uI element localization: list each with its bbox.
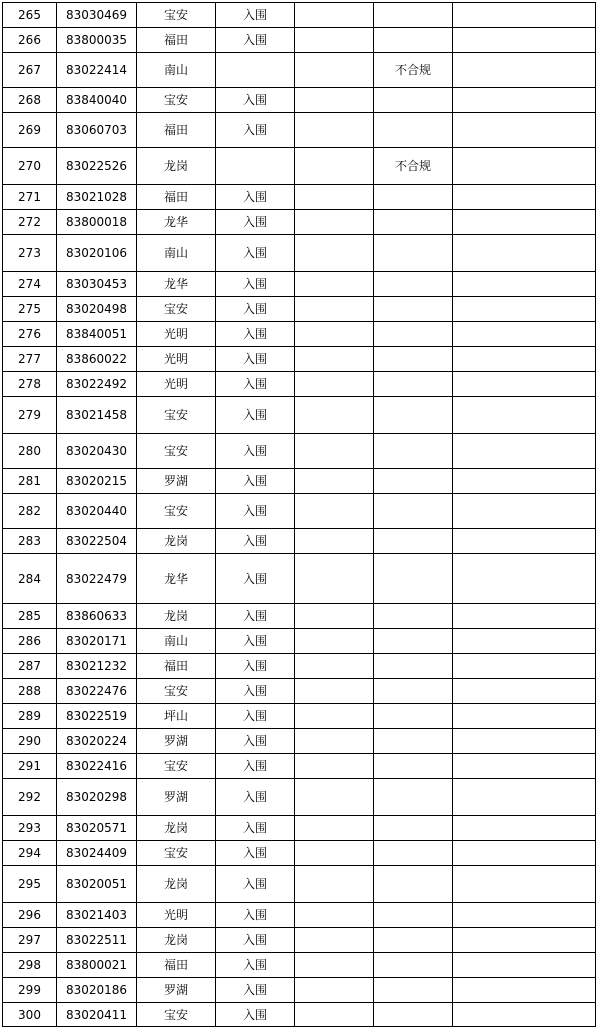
row-number: 277 (3, 347, 57, 372)
empty-cell (453, 434, 596, 469)
empty-cell (295, 185, 374, 210)
table-row (3, 28, 596, 53)
row-number: 269 (3, 113, 57, 148)
note-cell (374, 629, 453, 654)
empty-cell (453, 3, 596, 28)
table-row (3, 754, 596, 779)
code-cell: 83022511 (57, 928, 137, 953)
table-row (3, 654, 596, 679)
result-cell: 入围 (216, 729, 295, 754)
row-number: 282 (3, 494, 57, 529)
code-cell: 83800018 (57, 210, 137, 235)
district-cell: 宝安 (137, 434, 216, 469)
district-cell: 罗湖 (137, 469, 216, 494)
empty-cell (295, 53, 374, 88)
empty-cell (453, 297, 596, 322)
note-cell (374, 372, 453, 397)
note-cell (374, 494, 453, 529)
result-cell: 入围 (216, 372, 295, 397)
code-cell: 83021232 (57, 654, 137, 679)
table-row (3, 928, 596, 953)
district-cell: 宝安 (137, 1003, 216, 1027)
empty-cell (295, 928, 374, 953)
row-number: 278 (3, 372, 57, 397)
note-cell (374, 928, 453, 953)
empty-cell (453, 866, 596, 903)
note-cell (374, 604, 453, 629)
result-cell: 入围 (216, 704, 295, 729)
note-cell (374, 347, 453, 372)
district-cell: 南山 (137, 235, 216, 272)
row-number: 272 (3, 210, 57, 235)
note-cell (374, 322, 453, 347)
code-cell: 83030453 (57, 272, 137, 297)
result-cell: 入围 (216, 841, 295, 866)
empty-cell (453, 554, 596, 604)
table-row (3, 272, 596, 297)
empty-cell (453, 754, 596, 779)
district-cell: 南山 (137, 53, 216, 88)
row-number: 292 (3, 779, 57, 816)
empty-cell (295, 629, 374, 654)
row-number: 293 (3, 816, 57, 841)
result-cell: 入围 (216, 88, 295, 113)
empty-cell (453, 529, 596, 554)
empty-cell (453, 88, 596, 113)
table-row (3, 554, 596, 604)
result-cell: 入围 (216, 779, 295, 816)
code-cell: 83020171 (57, 629, 137, 654)
result-cell: 入围 (216, 953, 295, 978)
result-cell: 入围 (216, 3, 295, 28)
row-number: 297 (3, 928, 57, 953)
note-cell (374, 529, 453, 554)
empty-cell (453, 978, 596, 1003)
empty-cell (295, 729, 374, 754)
result-cell: 入围 (216, 113, 295, 148)
table-row (3, 841, 596, 866)
district-cell: 宝安 (137, 88, 216, 113)
empty-cell (295, 88, 374, 113)
district-cell: 龙华 (137, 210, 216, 235)
result-cell: 入围 (216, 1003, 295, 1027)
empty-cell (453, 53, 596, 88)
table-row (3, 88, 596, 113)
code-cell: 83020186 (57, 978, 137, 1003)
district-cell: 福田 (137, 953, 216, 978)
district-cell: 光明 (137, 372, 216, 397)
table-row (3, 866, 596, 903)
code-cell: 83020106 (57, 235, 137, 272)
note-cell (374, 866, 453, 903)
empty-cell (295, 28, 374, 53)
row-number: 284 (3, 554, 57, 604)
code-cell: 83800035 (57, 28, 137, 53)
code-cell: 83021403 (57, 903, 137, 928)
empty-cell (453, 113, 596, 148)
result-cell: 入围 (216, 28, 295, 53)
note-cell (374, 235, 453, 272)
empty-cell (295, 654, 374, 679)
empty-cell (453, 1003, 596, 1027)
table-row (3, 529, 596, 554)
row-number: 280 (3, 434, 57, 469)
row-number: 285 (3, 604, 57, 629)
district-cell: 宝安 (137, 494, 216, 529)
empty-cell (453, 654, 596, 679)
code-cell: 83022492 (57, 372, 137, 397)
row-number: 271 (3, 185, 57, 210)
note-cell (374, 654, 453, 679)
empty-cell (453, 816, 596, 841)
table-row (3, 729, 596, 754)
note-cell (374, 841, 453, 866)
table-row (3, 372, 596, 397)
note-cell (374, 469, 453, 494)
row-number: 283 (3, 529, 57, 554)
row-number: 298 (3, 953, 57, 978)
empty-cell (295, 704, 374, 729)
note-cell: 不合规 (374, 148, 453, 185)
result-cell: 入围 (216, 816, 295, 841)
table-row (3, 779, 596, 816)
district-cell: 龙岗 (137, 604, 216, 629)
result-cell: 入围 (216, 322, 295, 347)
empty-cell (453, 28, 596, 53)
result-cell: 入围 (216, 297, 295, 322)
code-cell: 83022479 (57, 554, 137, 604)
empty-cell (453, 372, 596, 397)
empty-cell (295, 554, 374, 604)
table-row (3, 469, 596, 494)
empty-cell (453, 322, 596, 347)
row-number: 276 (3, 322, 57, 347)
table-row (3, 53, 596, 88)
empty-cell (295, 866, 374, 903)
row-number: 281 (3, 469, 57, 494)
result-cell (216, 148, 295, 185)
result-cell: 入围 (216, 185, 295, 210)
table-row (3, 185, 596, 210)
note-cell (374, 113, 453, 148)
note-cell (374, 704, 453, 729)
district-cell: 福田 (137, 654, 216, 679)
code-cell: 83021458 (57, 397, 137, 434)
row-number: 274 (3, 272, 57, 297)
table-row (3, 978, 596, 1003)
empty-cell (295, 604, 374, 629)
district-cell: 罗湖 (137, 978, 216, 1003)
result-cell: 入围 (216, 629, 295, 654)
district-cell: 龙岗 (137, 148, 216, 185)
district-cell: 福田 (137, 28, 216, 53)
code-cell: 83024409 (57, 841, 137, 866)
result-cell: 入围 (216, 679, 295, 704)
empty-cell (295, 529, 374, 554)
row-number: 270 (3, 148, 57, 185)
result-cell: 入围 (216, 529, 295, 554)
result-cell: 入围 (216, 754, 295, 779)
result-cell: 入围 (216, 272, 295, 297)
empty-cell (295, 272, 374, 297)
code-cell: 83020571 (57, 816, 137, 841)
code-cell: 83022519 (57, 704, 137, 729)
note-cell (374, 1003, 453, 1027)
result-cell (216, 53, 295, 88)
district-cell: 龙岗 (137, 529, 216, 554)
district-cell: 罗湖 (137, 729, 216, 754)
empty-cell (453, 235, 596, 272)
row-number: 289 (3, 704, 57, 729)
district-cell: 福田 (137, 185, 216, 210)
empty-cell (295, 3, 374, 28)
code-cell: 83022414 (57, 53, 137, 88)
note-cell (374, 554, 453, 604)
empty-cell (295, 322, 374, 347)
empty-cell (295, 953, 374, 978)
row-number: 295 (3, 866, 57, 903)
empty-cell (453, 604, 596, 629)
note-cell (374, 297, 453, 322)
row-number: 299 (3, 978, 57, 1003)
table-row (3, 235, 596, 272)
code-cell: 83060703 (57, 113, 137, 148)
district-cell: 光明 (137, 347, 216, 372)
code-cell: 83020215 (57, 469, 137, 494)
row-number: 275 (3, 297, 57, 322)
note-cell (374, 816, 453, 841)
district-cell: 宝安 (137, 841, 216, 866)
empty-cell (453, 779, 596, 816)
code-cell: 83022416 (57, 754, 137, 779)
empty-cell (295, 903, 374, 928)
empty-cell (295, 679, 374, 704)
empty-cell (295, 113, 374, 148)
note-cell (374, 729, 453, 754)
empty-cell (453, 704, 596, 729)
table-row (3, 3, 596, 28)
empty-cell (295, 754, 374, 779)
district-cell: 宝安 (137, 679, 216, 704)
row-number: 286 (3, 629, 57, 654)
table-row (3, 704, 596, 729)
district-cell: 龙华 (137, 554, 216, 604)
empty-cell (453, 729, 596, 754)
code-cell: 83022526 (57, 148, 137, 185)
district-cell: 龙华 (137, 272, 216, 297)
code-cell: 83022476 (57, 679, 137, 704)
table-row (3, 1003, 596, 1027)
code-cell: 83020440 (57, 494, 137, 529)
empty-cell (453, 148, 596, 185)
empty-cell (295, 397, 374, 434)
row-number: 266 (3, 28, 57, 53)
empty-cell (453, 272, 596, 297)
table-row (3, 679, 596, 704)
empty-cell (453, 953, 596, 978)
note-cell (374, 272, 453, 297)
note-cell (374, 88, 453, 113)
table-row (3, 322, 596, 347)
empty-cell (453, 679, 596, 704)
table-row (3, 629, 596, 654)
result-cell: 入围 (216, 604, 295, 629)
result-cell: 入围 (216, 554, 295, 604)
empty-cell (295, 347, 374, 372)
note-cell (374, 210, 453, 235)
row-number: 290 (3, 729, 57, 754)
note-cell (374, 903, 453, 928)
empty-cell (453, 210, 596, 235)
result-cell: 入围 (216, 235, 295, 272)
code-cell: 83020298 (57, 779, 137, 816)
table-row (3, 816, 596, 841)
table-row (3, 604, 596, 629)
district-cell: 宝安 (137, 754, 216, 779)
result-cell: 入围 (216, 469, 295, 494)
row-number: 267 (3, 53, 57, 88)
row-number: 288 (3, 679, 57, 704)
empty-cell (295, 210, 374, 235)
code-cell: 83020051 (57, 866, 137, 903)
result-cell: 入围 (216, 978, 295, 1003)
empty-cell (295, 816, 374, 841)
result-cell: 入围 (216, 866, 295, 903)
note-cell (374, 779, 453, 816)
empty-cell (295, 978, 374, 1003)
note-cell (374, 3, 453, 28)
district-cell: 龙岗 (137, 928, 216, 953)
empty-cell (295, 372, 374, 397)
result-cell: 入围 (216, 494, 295, 529)
row-number: 296 (3, 903, 57, 928)
table-row (3, 113, 596, 148)
empty-cell (295, 841, 374, 866)
table-row (3, 297, 596, 322)
district-cell: 宝安 (137, 297, 216, 322)
note-cell (374, 978, 453, 1003)
table-body (3, 3, 596, 1027)
result-cell: 入围 (216, 434, 295, 469)
note-cell (374, 434, 453, 469)
empty-cell (295, 1003, 374, 1027)
code-cell: 83022504 (57, 529, 137, 554)
code-cell: 83860633 (57, 604, 137, 629)
table-row (3, 494, 596, 529)
code-cell: 83020224 (57, 729, 137, 754)
code-cell: 83030469 (57, 3, 137, 28)
note-cell (374, 397, 453, 434)
district-cell: 龙岗 (137, 816, 216, 841)
result-cell: 入围 (216, 397, 295, 434)
row-number: 265 (3, 3, 57, 28)
empty-cell (295, 779, 374, 816)
empty-cell (453, 397, 596, 434)
row-number: 294 (3, 841, 57, 866)
district-cell: 福田 (137, 113, 216, 148)
row-number: 287 (3, 654, 57, 679)
row-number: 279 (3, 397, 57, 434)
table-row (3, 903, 596, 928)
district-cell: 龙岗 (137, 866, 216, 903)
result-cell: 入围 (216, 928, 295, 953)
code-cell: 83840051 (57, 322, 137, 347)
district-cell: 光明 (137, 322, 216, 347)
empty-cell (453, 185, 596, 210)
district-cell: 光明 (137, 903, 216, 928)
district-cell: 罗湖 (137, 779, 216, 816)
results-table (2, 2, 596, 1027)
note-cell (374, 754, 453, 779)
code-cell: 83800021 (57, 953, 137, 978)
table-row (3, 953, 596, 978)
result-cell: 入围 (216, 903, 295, 928)
code-cell: 83021028 (57, 185, 137, 210)
code-cell: 83020411 (57, 1003, 137, 1027)
row-number: 268 (3, 88, 57, 113)
empty-cell (453, 903, 596, 928)
code-cell: 83840040 (57, 88, 137, 113)
empty-cell (453, 928, 596, 953)
code-cell: 83020498 (57, 297, 137, 322)
district-cell: 南山 (137, 629, 216, 654)
empty-cell (295, 494, 374, 529)
empty-cell (453, 494, 596, 529)
code-cell: 83860022 (57, 347, 137, 372)
note-cell: 不合规 (374, 53, 453, 88)
note-cell (374, 953, 453, 978)
table-row (3, 148, 596, 185)
district-cell: 宝安 (137, 3, 216, 28)
note-cell (374, 185, 453, 210)
table-row (3, 397, 596, 434)
table-row (3, 347, 596, 372)
empty-cell (453, 629, 596, 654)
empty-cell (453, 841, 596, 866)
district-cell: 坪山 (137, 704, 216, 729)
result-cell: 入围 (216, 654, 295, 679)
empty-cell (295, 297, 374, 322)
empty-cell (295, 235, 374, 272)
row-number: 273 (3, 235, 57, 272)
empty-cell (295, 434, 374, 469)
empty-cell (453, 469, 596, 494)
table-row (3, 210, 596, 235)
note-cell (374, 679, 453, 704)
code-cell: 83020430 (57, 434, 137, 469)
table-row (3, 434, 596, 469)
empty-cell (295, 469, 374, 494)
empty-cell (295, 148, 374, 185)
row-number: 291 (3, 754, 57, 779)
row-number: 300 (3, 1003, 57, 1027)
result-cell: 入围 (216, 347, 295, 372)
district-cell: 宝安 (137, 397, 216, 434)
note-cell (374, 28, 453, 53)
result-cell: 入围 (216, 210, 295, 235)
empty-cell (453, 347, 596, 372)
